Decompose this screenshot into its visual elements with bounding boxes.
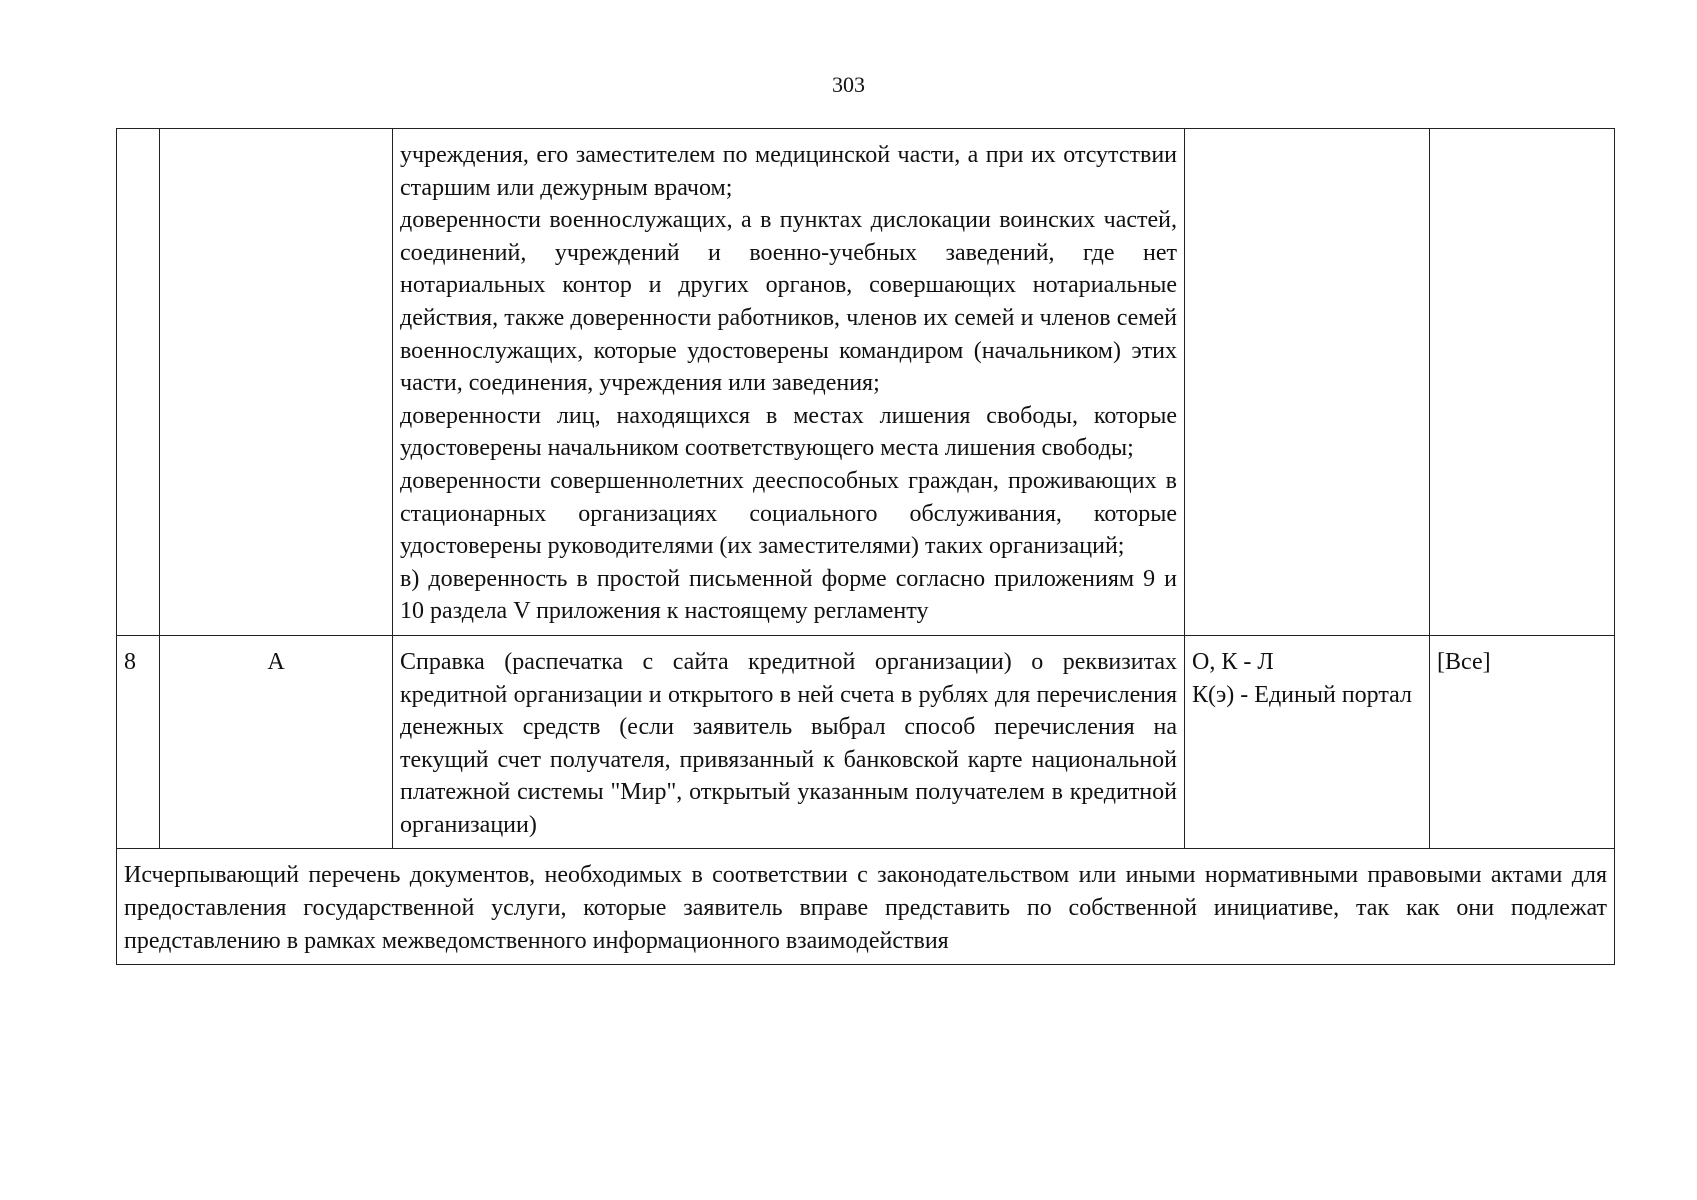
description-paragraph: Справка (распечатка с сайта кредитной организации) о реквизитах кредитной организации и открытого в ней счета в рублях для перечисления денежных средств (если заявитель выбрал способ перечисления на текущий счет получателя, привязанный к банковской карте национальной платежной системы "Мир", открытый указанным получателем в кредитной организации): [400, 648, 1177, 838]
table-row: [117, 129, 1615, 636]
row-code-cell: [160, 129, 393, 636]
page-number: 303: [832, 72, 865, 97]
table-row: [117, 635, 1615, 849]
submission-form-cell: [1185, 129, 1430, 636]
table-footer-row: [117, 849, 1615, 965]
applicant-category-cell: [1430, 129, 1615, 636]
row-number-cell: [117, 129, 160, 636]
description-paragraph: доверенности совершеннолетних дееспособных граждан, проживающих в стационарных организациях социального обслуживания, которые удостоверены руководителями (их заместителями) таких организаций;: [400, 467, 1177, 560]
submission-form-line: К(э) - Единый портал: [1192, 681, 1412, 708]
applicant-category-cell: [Все]: [1430, 635, 1615, 849]
row-number-cell: 8: [117, 635, 160, 849]
submission-form-cell: [1185, 635, 1430, 849]
description-paragraph: учреждения, его заместителем по медицинской части, а при их отсутствии старшим или дежурным врачом;: [400, 142, 1177, 201]
submission-form-line: О, К - Л: [1192, 648, 1274, 675]
documents-table: [116, 128, 1615, 965]
section-heading-cell: Исчерпывающий перечень документов, необходимых в соответствии с законодательством или иными нормативными правовыми актами для предоставления государственной услуги, которые заявитель вправе представить по собственной инициативе, так как они подлежат представлению в рамках межведомственного информационного взаимодействия: [117, 849, 1615, 965]
row-code-cell: А: [160, 635, 393, 849]
document-description-cell: [393, 635, 1185, 849]
description-paragraph: доверенности лиц, находящихся в местах лишения свободы, которые удостоверены начальником соответствующего места лишения свободы;: [400, 402, 1177, 462]
description-paragraph: доверенности военнослужащих, а в пунктах дислокации воинских частей, соединений, учреждений и военно-учебных заведений, где нет нотариальных контор и других органов, совершающих нотариальные действия, также доверенности работников, членов их семей и членов семей военнослужащих, которые удостоверены командиром (начальником) этих части, соединения, учреждения или заведения;: [400, 207, 1177, 397]
document-description-cell: [393, 129, 1185, 636]
description-paragraph: в) доверенность в простой письменной форме согласно приложениям 9 и 10 раздела V приложения к настоящему регламенту: [400, 565, 1177, 625]
